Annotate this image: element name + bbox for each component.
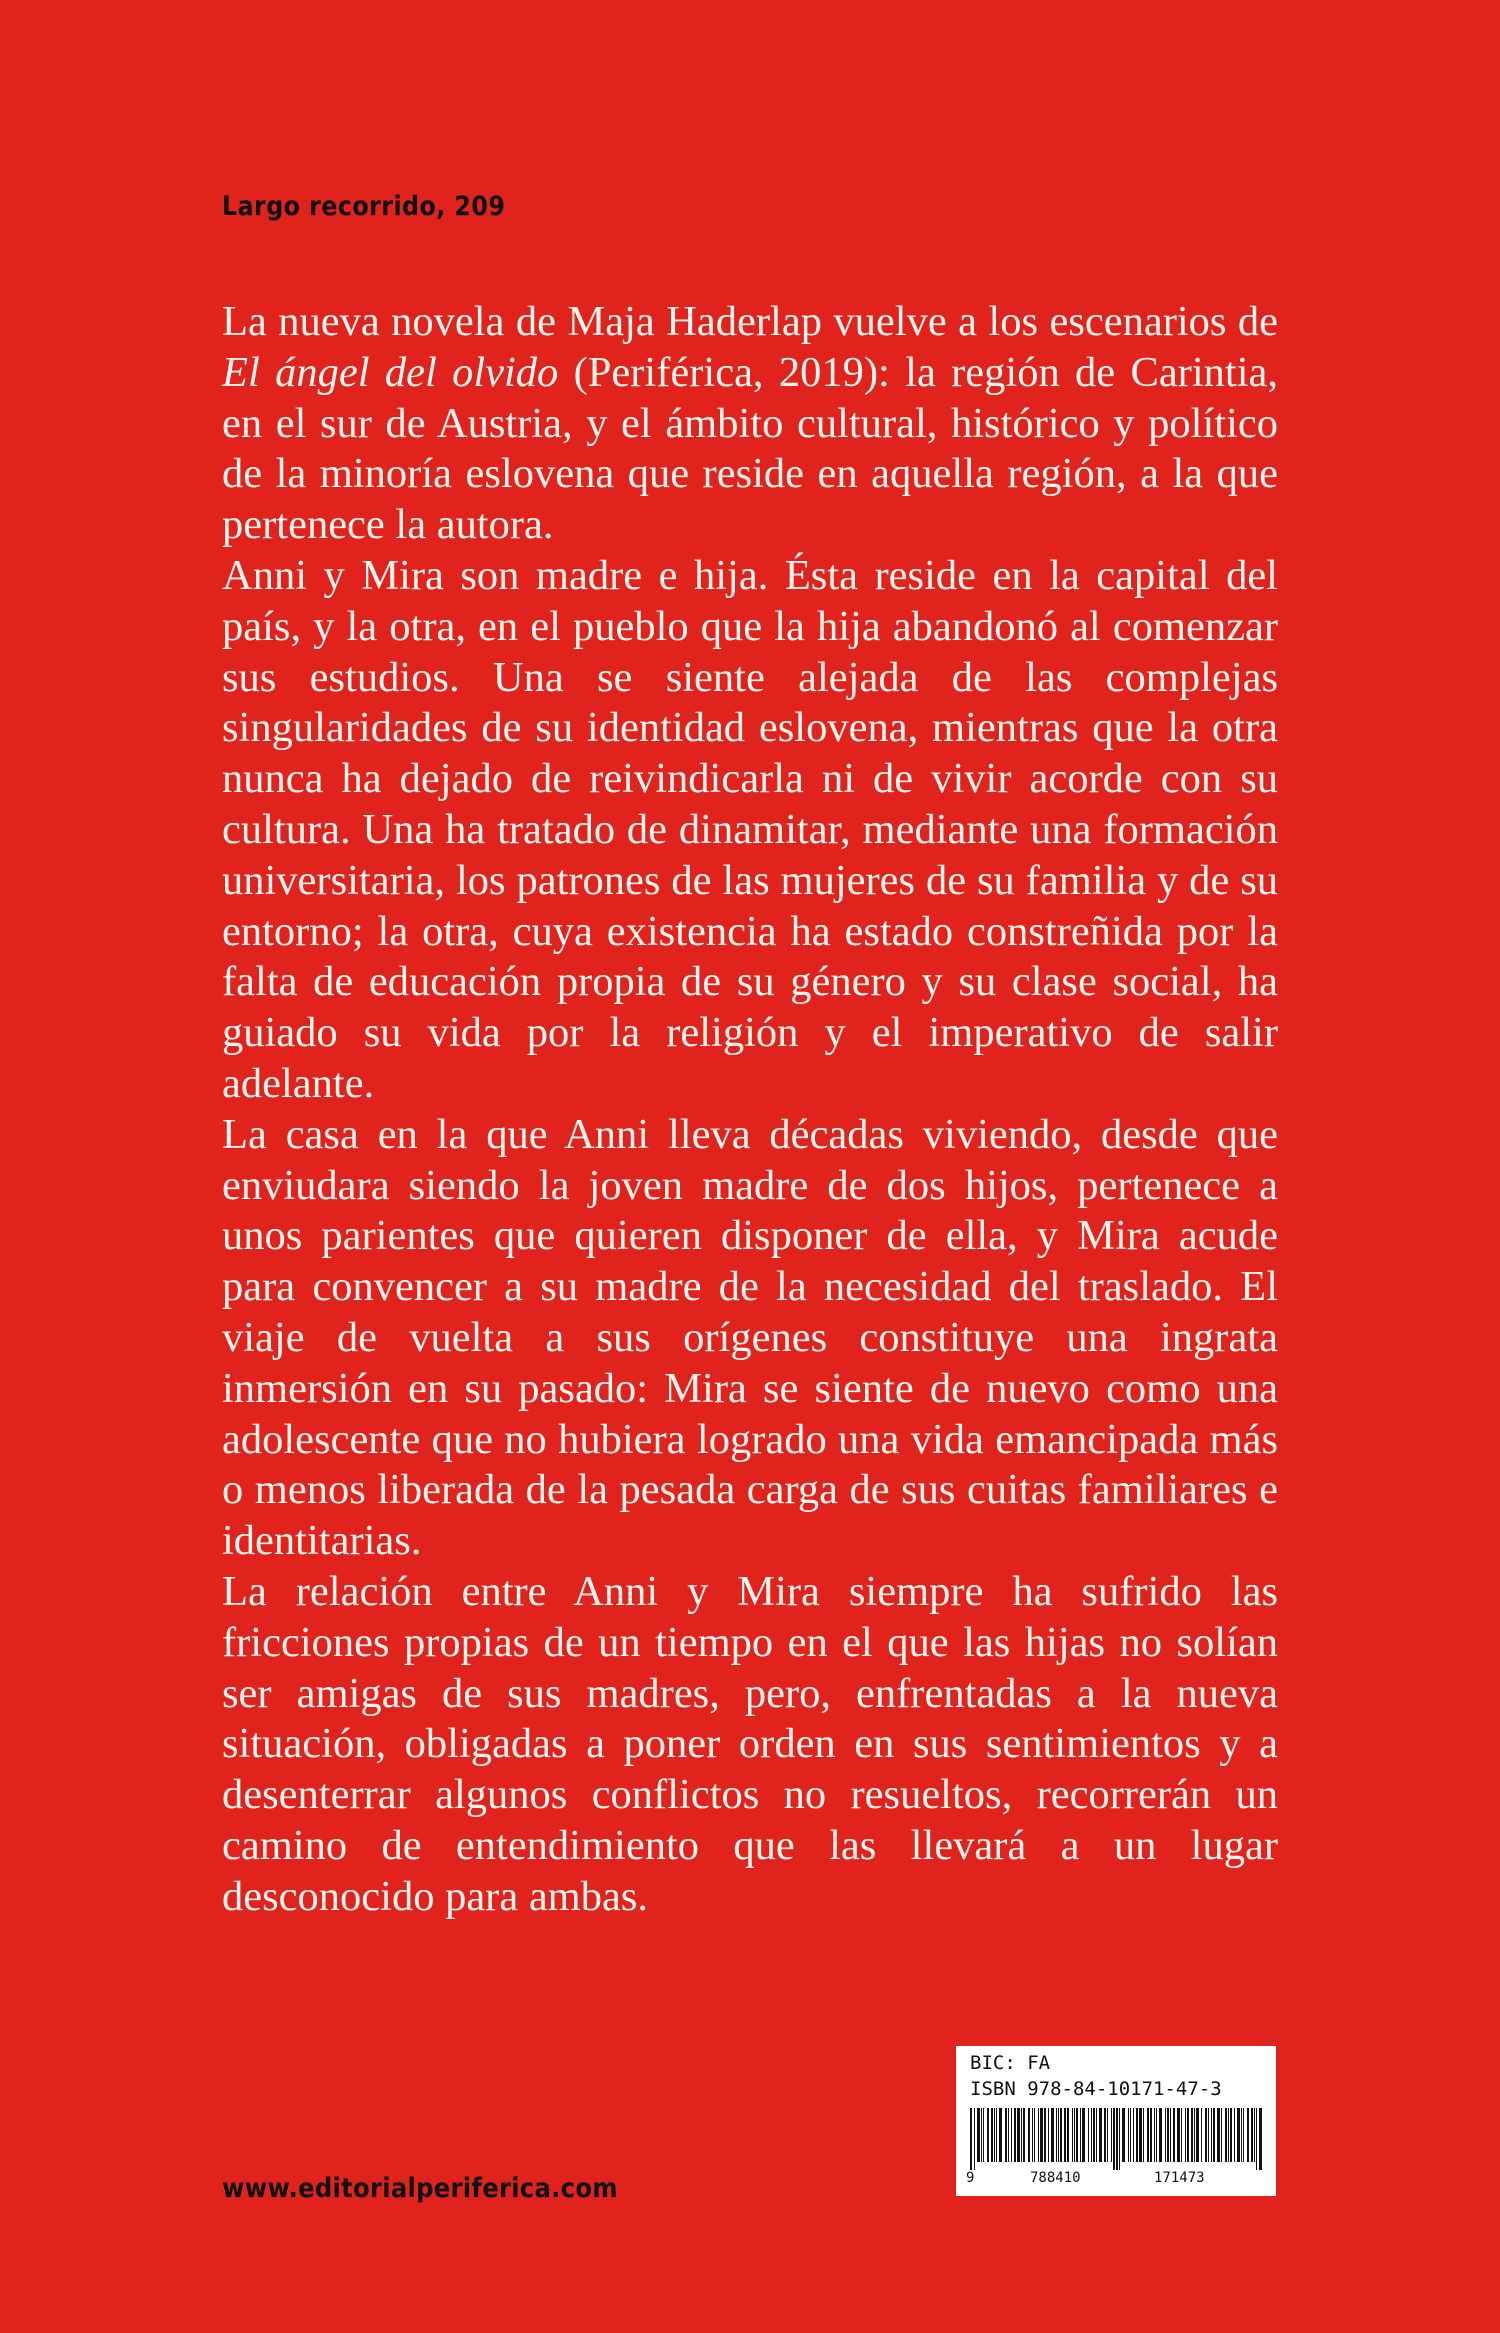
barcode-bar (1150, 2108, 1152, 2162)
barcode-bar (1256, 2108, 1257, 2170)
barcode-digits-right: 171473 (1154, 2170, 1205, 2186)
isbn-number: ISBN 978-84-10171-47-3 (970, 2078, 1222, 2100)
barcode-bar (1181, 2108, 1182, 2162)
barcode-bar (1122, 2108, 1125, 2162)
barcode-bar (1133, 2108, 1134, 2162)
barcode-bar (1080, 2108, 1081, 2162)
blurb-p1-title: El ángel del olvido (222, 348, 559, 396)
barcode-bar (1243, 2108, 1244, 2162)
isbn-barcode-box (956, 2046, 1276, 2196)
blurb-paragraph-4: La relación entre Anni y Mira siempre ha sufrido las fricciones propias de un tiempo en el que las hijas no solían ser amigas de sus madres, pero, enfrentadas a la nueva situación, obligadas a poner orden en sus sentimientos y a desenterrar algunos conflictos no resueltos, recorrerán un camino de entendimiento que las llevará a un lugar desconocido para ambas. (222, 1567, 1278, 1920)
barcode-bar (1167, 2108, 1169, 2162)
barcode-bar (1088, 2108, 1089, 2162)
barcode-bar (1091, 2108, 1092, 2162)
barcode-bar (1165, 2108, 1166, 2162)
barcode-bar (983, 2108, 984, 2162)
barcode-bar (1060, 2108, 1062, 2162)
barcode-bar (1104, 2108, 1106, 2162)
barcode-bar (1076, 2108, 1078, 2162)
barcode-bar (1205, 2108, 1207, 2162)
barcode-bar (996, 2108, 997, 2162)
barcode-bar (1058, 2108, 1059, 2162)
barcode-bar (1056, 2108, 1057, 2162)
barcode-bar (1156, 2108, 1157, 2162)
barcode-bar (1234, 2108, 1235, 2162)
barcode-bar (1093, 2108, 1095, 2162)
barcode-bar (1021, 2108, 1022, 2162)
barcode-bar (1191, 2108, 1193, 2162)
barcode-bar (1011, 2108, 1012, 2162)
barcode-bar (1107, 2108, 1108, 2162)
barcode-bar (1034, 2108, 1035, 2162)
barcode-bar (1028, 2108, 1030, 2162)
barcode-bar (1014, 2108, 1016, 2162)
barcode-bar (1228, 2108, 1229, 2162)
barcode-bar (1230, 2108, 1232, 2162)
barcode-bar (1008, 2108, 1009, 2162)
barcode-bar (970, 2108, 972, 2170)
barcode-bar (1064, 2108, 1066, 2162)
blurb-paragraph-2: Anni y Mira son madre e hija. Ésta reside en la capital del país, y la otra, en el pueblo que la hija abandonó al comenzar sus estudios. Una se siente alejada de las complejas singularidades de su identidad eslovena, mientras que la otra nunca ha dejado de reivindicarla ni de vivir acorde con su cultura. Una ha tratado de dinamitar, mediante una formación universitaria, los patrones de las mujeres de su familia y de su entorno; la otra, cuya existencia ha estado constreñida por la falta de educación propia de su género y su clase social, ha guiado su vida por la religión y el imperativo de salir adelante. (222, 551, 1278, 1107)
barcode-bar (1005, 2108, 1007, 2162)
barcode-bar (1038, 2108, 1039, 2162)
barcode-bar (1247, 2108, 1249, 2162)
barcode-digits-left: 788410 (1030, 2170, 1081, 2186)
barcode-image (970, 2108, 1262, 2172)
barcode-bar (1099, 2108, 1102, 2162)
barcode-bar (1177, 2108, 1180, 2162)
barcode-bar (1032, 2108, 1033, 2162)
barcode-bar (1096, 2108, 1097, 2162)
barcode-bar (1254, 2108, 1255, 2162)
barcode-bar (1194, 2108, 1195, 2162)
barcode-bar (1111, 2108, 1112, 2162)
barcode-bar (1116, 2108, 1118, 2170)
barcode-bar (1128, 2108, 1129, 2162)
blurb-paragraph-3: La casa en la que Anni lleva décadas viviendo, desde que enviudara siendo la joven madre de dos hijos, pertenece a unos parientes que quieren disponer de ella, y Mira acude para convencer a su madre de la necesidad del traslado. El viaje de vuelta a sus orígenes constituye una ingrata inmersión en su pasado: Mira se siente de nuevo como una adolescente que no hubiera logrado una vida emancipada más o menos liberada de la pesada carga de sus cuitas familiares e identitarias. (222, 1110, 1278, 1565)
barcode-bar (999, 2108, 1002, 2162)
barcode-bar (1221, 2108, 1222, 2162)
barcode-bar (1130, 2108, 1131, 2162)
barcode-bar (1259, 2108, 1262, 2170)
barcode-bar (991, 2108, 993, 2162)
barcode-bar (1040, 2108, 1043, 2162)
barcode-bar (1119, 2108, 1120, 2170)
barcode-bar (1225, 2108, 1227, 2162)
blurb-p1-after: (Periférica, 2019): la región de Carintia, en el sur de Austria, y el ámbito cultural, histórico y político de la minoría eslovena que reside en aquella región, a la que pertenece la autora. (222, 348, 1278, 549)
barcode-bar (974, 2108, 975, 2170)
barcode-bar (1048, 2108, 1049, 2162)
barcode-bar (1067, 2108, 1069, 2162)
barcode-bar (1023, 2108, 1025, 2162)
barcode-bar (1170, 2108, 1171, 2162)
barcode-bar (1211, 2108, 1212, 2162)
barcode-bar (1044, 2108, 1046, 2162)
barcode-bar (994, 2108, 995, 2162)
barcode-digit-first: 9 (966, 2170, 975, 2186)
barcode-bar (1136, 2108, 1138, 2162)
barcode-bar (1208, 2108, 1209, 2162)
barcode-bar (981, 2108, 982, 2162)
barcode-bar (1251, 2108, 1253, 2162)
barcode-bar (1196, 2108, 1199, 2162)
barcode-bar (1082, 2108, 1085, 2162)
series-label: Largo recorrido, 209 (222, 191, 506, 222)
barcode-bar (977, 2108, 980, 2162)
blurb-p1-before: La nueva novela de Maja Haderlap vuelve a los escenarios de (222, 298, 1278, 345)
bic-code: BIC: FA (970, 2052, 1051, 2074)
barcode-bar (1113, 2108, 1115, 2170)
barcode-bar (1017, 2108, 1020, 2162)
barcode-bar (1159, 2108, 1162, 2162)
barcode-bar (987, 2108, 989, 2162)
barcode-bar (1237, 2108, 1240, 2162)
barcode-bar (1072, 2108, 1073, 2162)
barcode-bar (1139, 2108, 1142, 2162)
blurb-paragraph-1 (222, 297, 1278, 551)
barcode-bar (1051, 2108, 1054, 2162)
barcode-bar (1213, 2108, 1215, 2162)
barcode-bar (1201, 2108, 1202, 2162)
barcode-bar (1217, 2108, 1220, 2162)
barcode-bar (1241, 2108, 1242, 2162)
barcode-bar (1147, 2108, 1149, 2162)
barcode-bar (1074, 2108, 1075, 2162)
barcode-bar (1187, 2108, 1189, 2162)
barcode-bar (1173, 2108, 1175, 2162)
publisher-website: www.editorialperiferica.com (222, 2173, 618, 2204)
barcode-bar (1143, 2108, 1144, 2162)
barcode-bar (1154, 2108, 1155, 2162)
back-cover-blurb (222, 297, 1278, 1923)
barcode-bar (1185, 2108, 1186, 2162)
